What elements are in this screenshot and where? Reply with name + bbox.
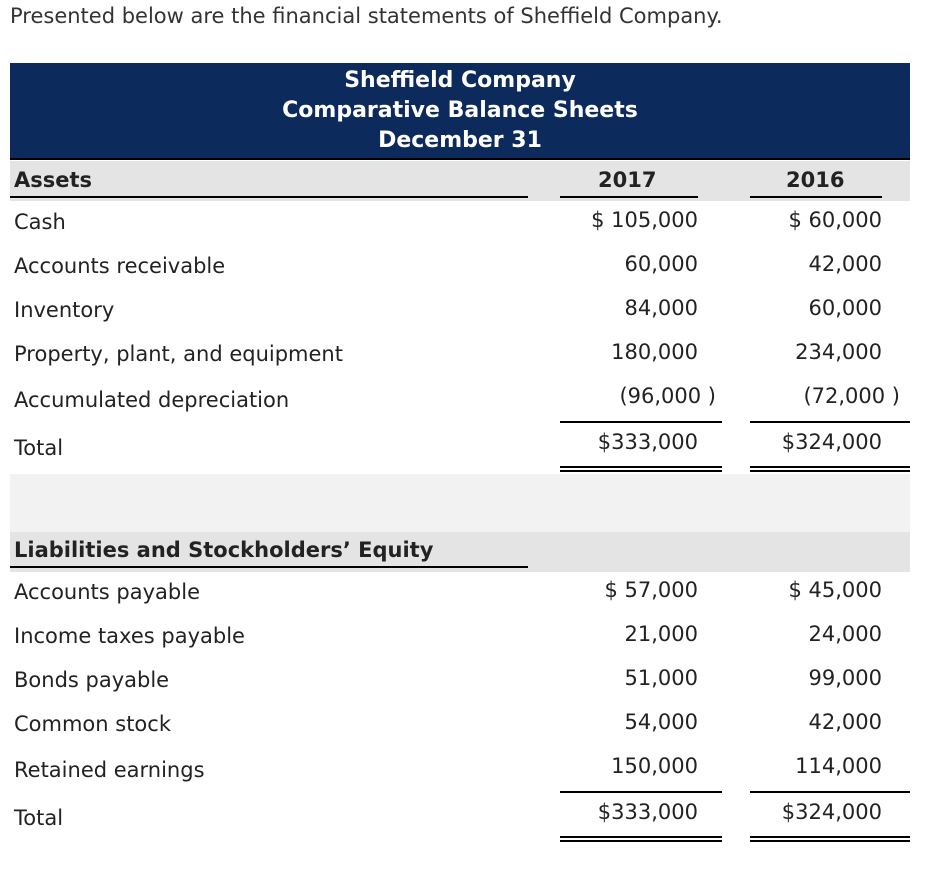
value-2017: $ 57,000 bbox=[604, 578, 698, 602]
value-2017: (96,000 ) bbox=[619, 384, 716, 408]
company-name: Sheffield Company bbox=[344, 68, 576, 93]
row-label: Accumulated depreciation bbox=[14, 388, 290, 412]
row-label: Property, plant, and equipment bbox=[14, 342, 343, 366]
subtotal-rule-2016 bbox=[750, 791, 910, 793]
value-2017: 180,000 bbox=[611, 340, 698, 364]
total-label: Total bbox=[14, 436, 64, 460]
value-2017: 21,000 bbox=[624, 622, 698, 646]
row-label: Bonds payable bbox=[14, 668, 170, 692]
row-label: Accounts payable bbox=[14, 580, 200, 604]
value-2017: 51,000 bbox=[624, 666, 698, 690]
row-label: Accounts receivable bbox=[14, 254, 226, 278]
total-2017: $333,000 bbox=[597, 430, 698, 454]
value-2016: $ 45,000 bbox=[788, 578, 882, 602]
statement-date: December 31 bbox=[378, 128, 542, 153]
liabilities-heading-underline bbox=[10, 566, 528, 568]
total-2017: $333,000 bbox=[597, 800, 698, 824]
value-2016: 24,000 bbox=[808, 622, 882, 646]
subtotal-rule-2017 bbox=[560, 421, 722, 423]
section-spacer bbox=[10, 474, 910, 532]
total-label: Total bbox=[14, 806, 64, 830]
subtotal-rule-2016 bbox=[750, 421, 910, 423]
total-2016: $324,000 bbox=[781, 430, 882, 454]
header-rule bbox=[10, 158, 910, 160]
total-2016: $324,000 bbox=[781, 800, 882, 824]
row-label: Inventory bbox=[14, 298, 115, 322]
value-2016: 99,000 bbox=[808, 666, 882, 690]
assets-header-band bbox=[10, 161, 910, 201]
year-2017-underline bbox=[560, 196, 698, 198]
year-2016-header: 2016 bbox=[786, 168, 845, 192]
liabilities-heading: Liabilities and Stockholders’ Equity bbox=[14, 538, 434, 562]
total-double-rule-2016 bbox=[750, 836, 910, 842]
value-2016: 42,000 bbox=[808, 252, 882, 276]
value-2016: 114,000 bbox=[795, 754, 882, 778]
statement-header bbox=[10, 63, 910, 159]
row-label: Common stock bbox=[14, 712, 171, 736]
value-2016: 60,000 bbox=[808, 296, 882, 320]
year-2017-header: 2017 bbox=[598, 168, 657, 192]
value-2016: 234,000 bbox=[795, 340, 882, 364]
value-2016: $ 60,000 bbox=[788, 208, 882, 232]
value-2017: 60,000 bbox=[624, 252, 698, 276]
row-label: Retained earnings bbox=[14, 758, 205, 782]
year-2016-underline bbox=[750, 196, 882, 198]
value-2016: (72,000 ) bbox=[803, 384, 900, 408]
assets-heading: Assets bbox=[14, 168, 93, 192]
assets-heading-underline bbox=[10, 196, 528, 198]
subtotal-rule-2017 bbox=[560, 791, 722, 793]
total-double-rule-2016 bbox=[750, 466, 910, 472]
value-2017: 54,000 bbox=[624, 710, 698, 734]
value-2016: 42,000 bbox=[808, 710, 882, 734]
value-2017: 84,000 bbox=[624, 296, 698, 320]
total-double-rule-2017 bbox=[560, 836, 722, 842]
row-label: Cash bbox=[14, 210, 66, 234]
intro-text: Presented below are the financial statements of Sheffield Company. bbox=[10, 4, 723, 28]
total-double-rule-2017 bbox=[560, 466, 722, 472]
value-2017: 150,000 bbox=[611, 754, 698, 778]
value-2017: $ 105,000 bbox=[591, 208, 698, 232]
row-label: Income taxes payable bbox=[14, 624, 245, 648]
statement-title: Comparative Balance Sheets bbox=[282, 98, 638, 123]
